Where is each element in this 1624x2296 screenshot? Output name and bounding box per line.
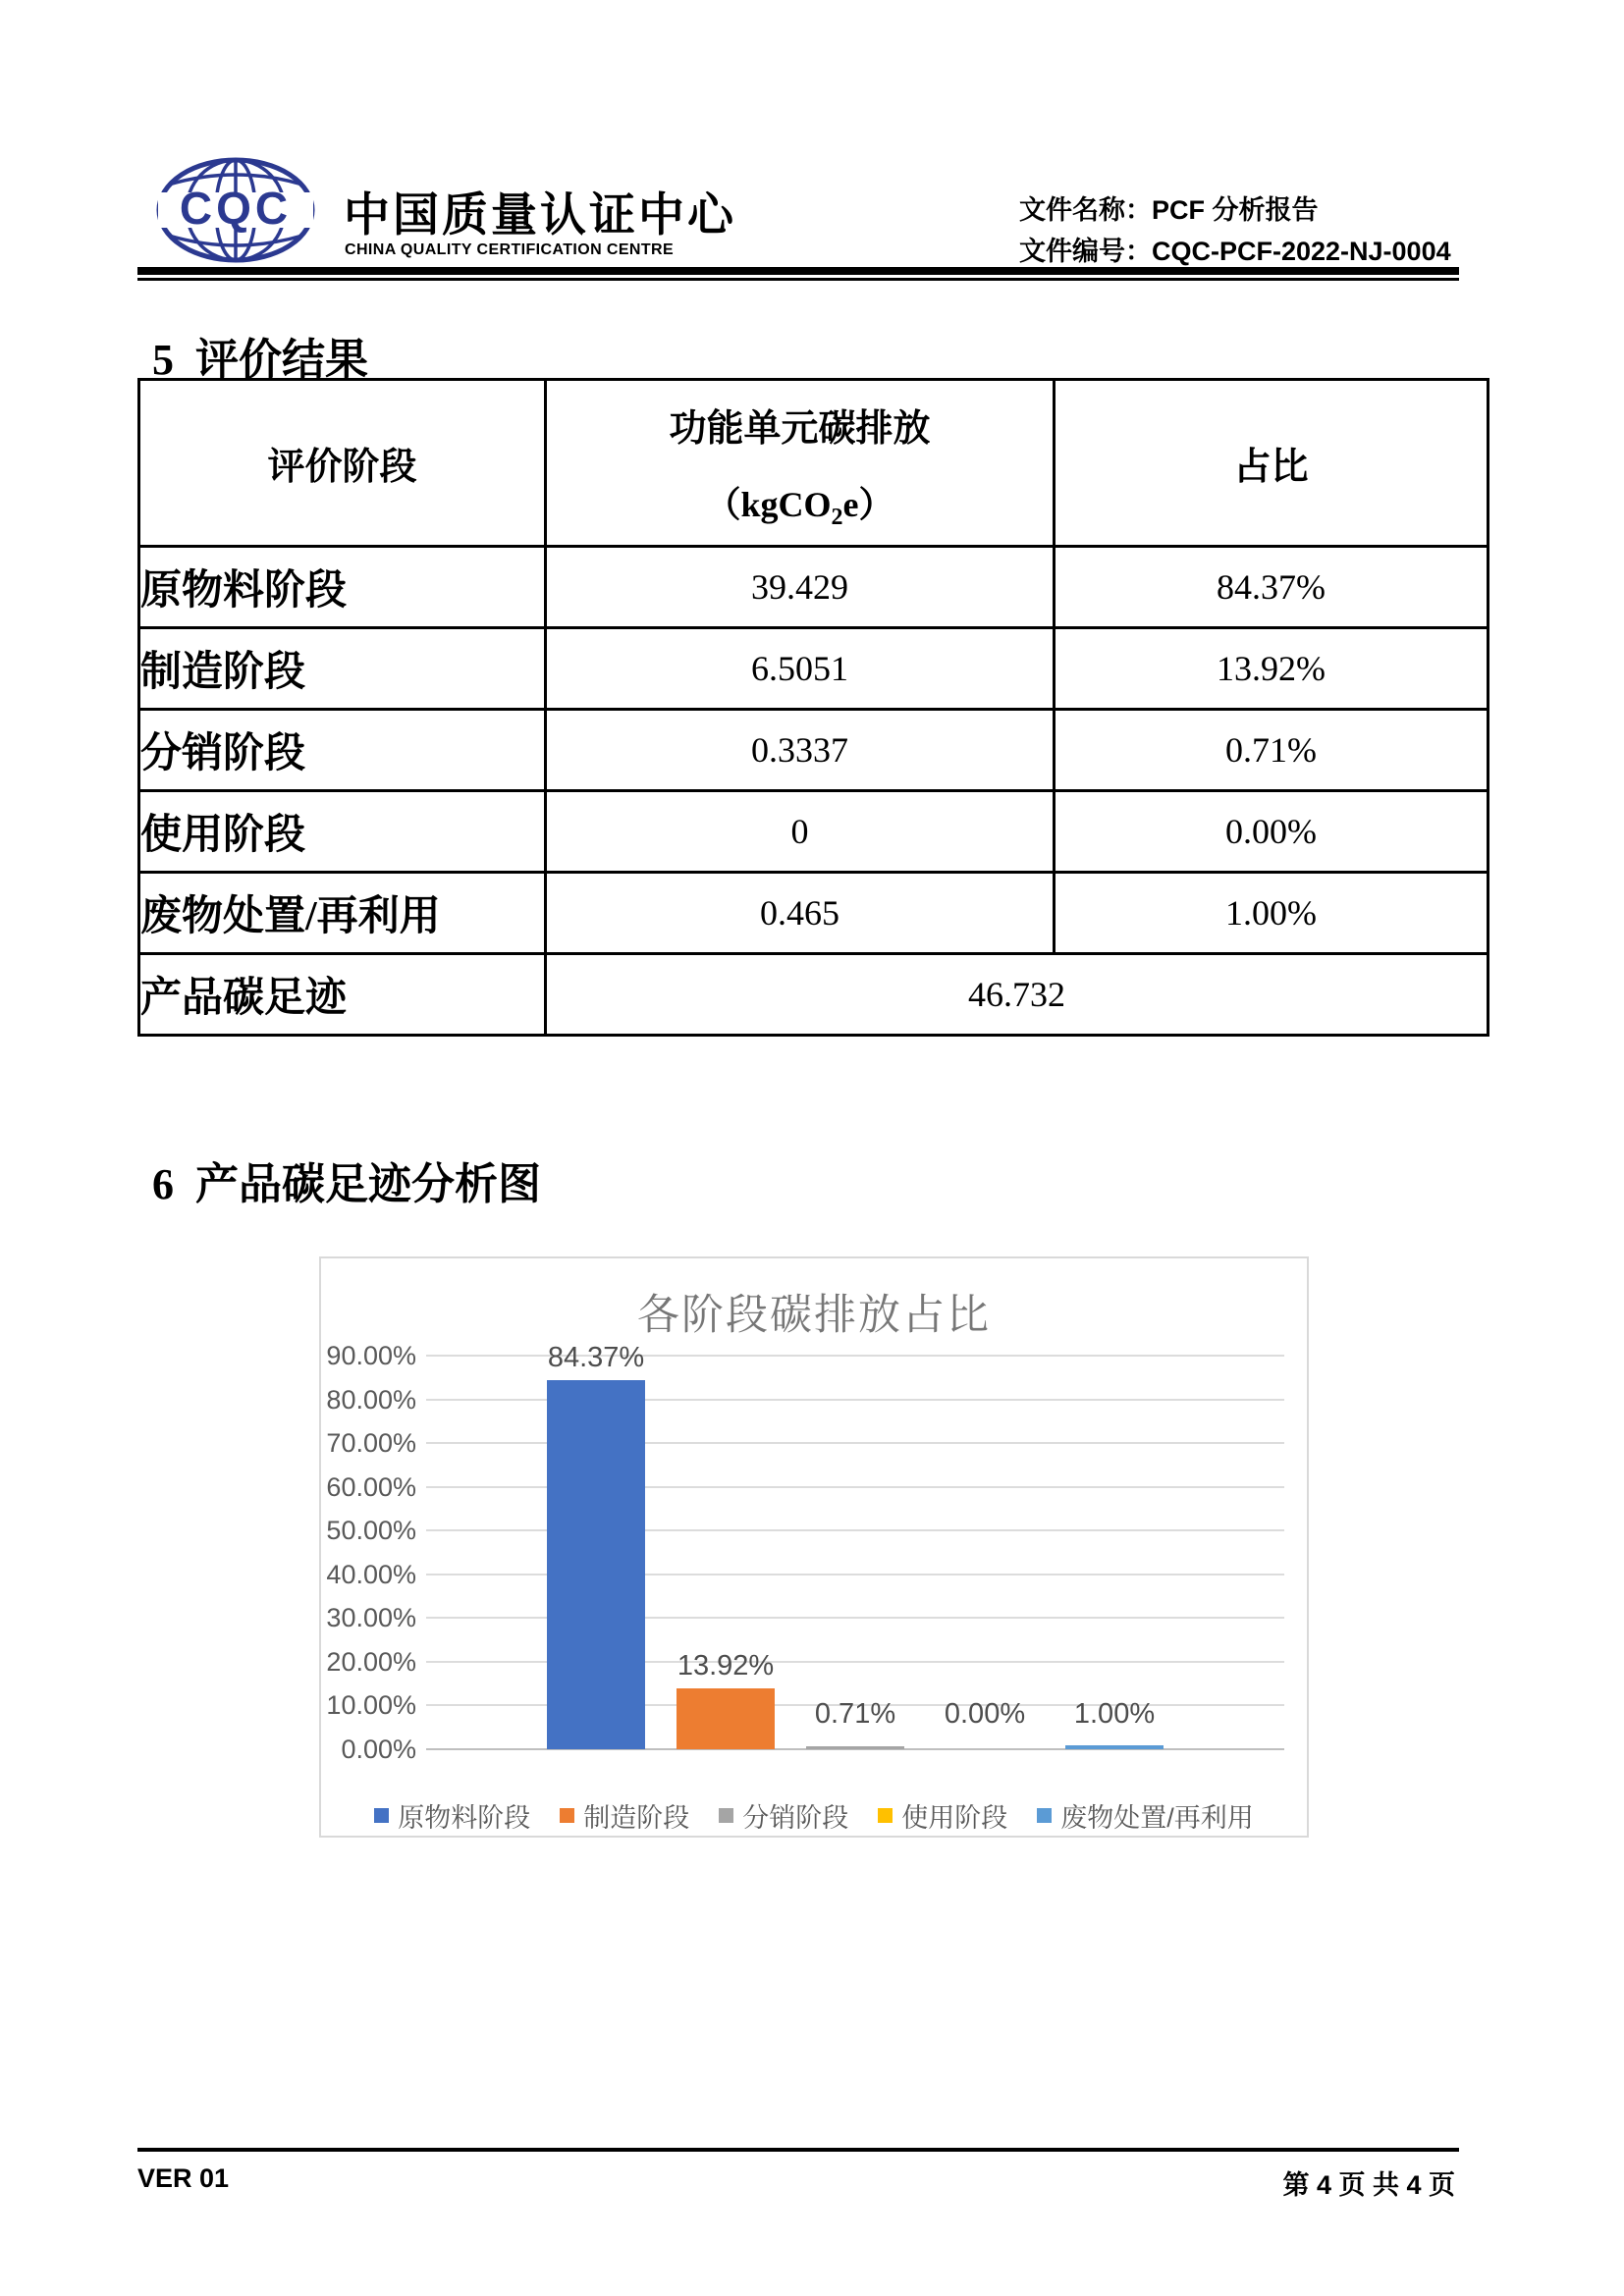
legend-label: 制造阶段	[583, 1803, 690, 1833]
header-rule-thick	[137, 267, 1459, 275]
section-6-title: 6 产品碳足迹分析图	[152, 1160, 541, 1208]
legend-item-manufacturing-stage	[560, 1796, 689, 1835]
org-name-chinese: 中国质量认证中心	[344, 190, 736, 241]
legend-label: 分销阶段	[742, 1803, 849, 1833]
y-axis-tick-label: 0.00%	[341, 1735, 416, 1764]
legend-swatch-icon	[1037, 1808, 1052, 1823]
legend-item-waste-disposal-reuse	[1037, 1796, 1254, 1835]
stage-cell: 分销阶段	[139, 710, 546, 791]
header-rule-thin	[137, 278, 1459, 281]
bar-raw-material-stage	[547, 1380, 645, 1749]
legend-label: 原物料阶段	[398, 1803, 531, 1833]
footer-rule	[137, 2148, 1459, 2152]
emission-cell: 0	[546, 791, 1055, 873]
y-axis-tick-label: 60.00%	[326, 1471, 416, 1502]
data-label-raw-material-stage: 84.37%	[547, 1342, 645, 1373]
legend-item-raw-material-stage	[374, 1796, 530, 1835]
y-axis-tick-label: 30.00%	[326, 1603, 416, 1633]
emission-cell: 0.3337	[546, 710, 1055, 791]
total-stage-cell: 产品碳足迹	[139, 954, 546, 1036]
bar-distribution-stage	[806, 1746, 904, 1749]
legend-label: 废物处置/再利用	[1060, 1803, 1254, 1833]
data-label-use-stage: 0.00%	[944, 1698, 1026, 1730]
results-table	[137, 378, 1489, 1037]
y-axis-tick-label: 50.00%	[326, 1516, 416, 1546]
y-axis-tick-label: 90.00%	[326, 1340, 416, 1370]
doc-number-line: 文件编号：CQC-PCF-2022-NJ-0004	[1019, 237, 1451, 266]
data-label-manufacturing-stage: 13.92%	[677, 1650, 775, 1682]
cqc-globe-logo-icon	[155, 157, 316, 263]
carbon-footprint-chart	[319, 1256, 1309, 1838]
y-axis-tick-label: 80.00%	[326, 1384, 416, 1415]
share-cell: 0.00%	[1055, 791, 1489, 873]
chart-title: 各阶段碳排放占比	[637, 1292, 991, 1339]
legend-swatch-icon	[878, 1808, 893, 1823]
emission-header-line1: 功能单元碳排放	[669, 408, 931, 451]
share-cell: 0.71%	[1055, 710, 1489, 791]
emission-cell: 6.5051	[546, 628, 1055, 710]
table-row	[139, 873, 1489, 954]
data-label-waste-disposal-reuse: 1.00%	[1073, 1698, 1156, 1730]
footer-version: VER 01	[137, 2163, 230, 2193]
org-name-english: CHINA QUALITY CERTIFICATION CENTRE	[345, 241, 675, 258]
section-5-title: 5 评价结果	[152, 336, 368, 384]
table-header-row	[139, 380, 1489, 547]
legend-item-distribution-stage	[719, 1796, 848, 1835]
stage-cell: 废物处置/再利用	[139, 873, 546, 954]
share-cell: 84.37%	[1055, 547, 1489, 628]
table-row	[139, 628, 1489, 710]
legend-swatch-icon	[374, 1808, 389, 1823]
emission-cell: 0.465	[546, 873, 1055, 954]
footer-page-number: 第 4 页 共 4 页	[1282, 2170, 1455, 2200]
share-cell: 13.92%	[1055, 628, 1489, 710]
total-value-cell: 46.732	[546, 954, 1489, 1036]
y-axis-tick-label: 70.00%	[326, 1428, 416, 1459]
table-row	[139, 710, 1489, 791]
share-cell: 1.00%	[1055, 873, 1489, 954]
logo-acronym-text: CQC	[179, 183, 293, 234]
header-cell-emission	[546, 380, 1055, 547]
emission-header-unit: （kgCO$_2$e）	[705, 485, 894, 531]
y-axis-tick-label: 10.00%	[326, 1690, 416, 1721]
bar-manufacturing-stage	[677, 1688, 775, 1749]
header-cell-stage: 评价阶段	[139, 380, 546, 547]
chart-plot-area	[321, 1258, 1307, 1836]
table-row	[139, 547, 1489, 628]
y-axis-tick-label: 20.00%	[326, 1646, 416, 1677]
legend-item-use-stage	[878, 1796, 1007, 1835]
legend-swatch-icon	[719, 1808, 733, 1823]
emission-cell: 39.429	[546, 547, 1055, 628]
legend-label: 使用阶段	[901, 1803, 1008, 1833]
y-axis-tick-label: 40.00%	[326, 1559, 416, 1589]
data-label-distribution-stage: 0.71%	[814, 1698, 896, 1730]
table-total-row	[139, 954, 1489, 1036]
chart-legend	[321, 1796, 1307, 1835]
doc-name-line: 文件名称：PCF 分析报告	[1019, 195, 1319, 225]
bar-waste-disposal-reuse	[1065, 1745, 1164, 1749]
table-row	[139, 791, 1489, 873]
header-cell-share: 占比	[1055, 380, 1489, 547]
stage-cell: 原物料阶段	[139, 547, 546, 628]
stage-cell: 使用阶段	[139, 791, 546, 873]
legend-swatch-icon	[560, 1808, 574, 1823]
stage-cell: 制造阶段	[139, 628, 546, 710]
